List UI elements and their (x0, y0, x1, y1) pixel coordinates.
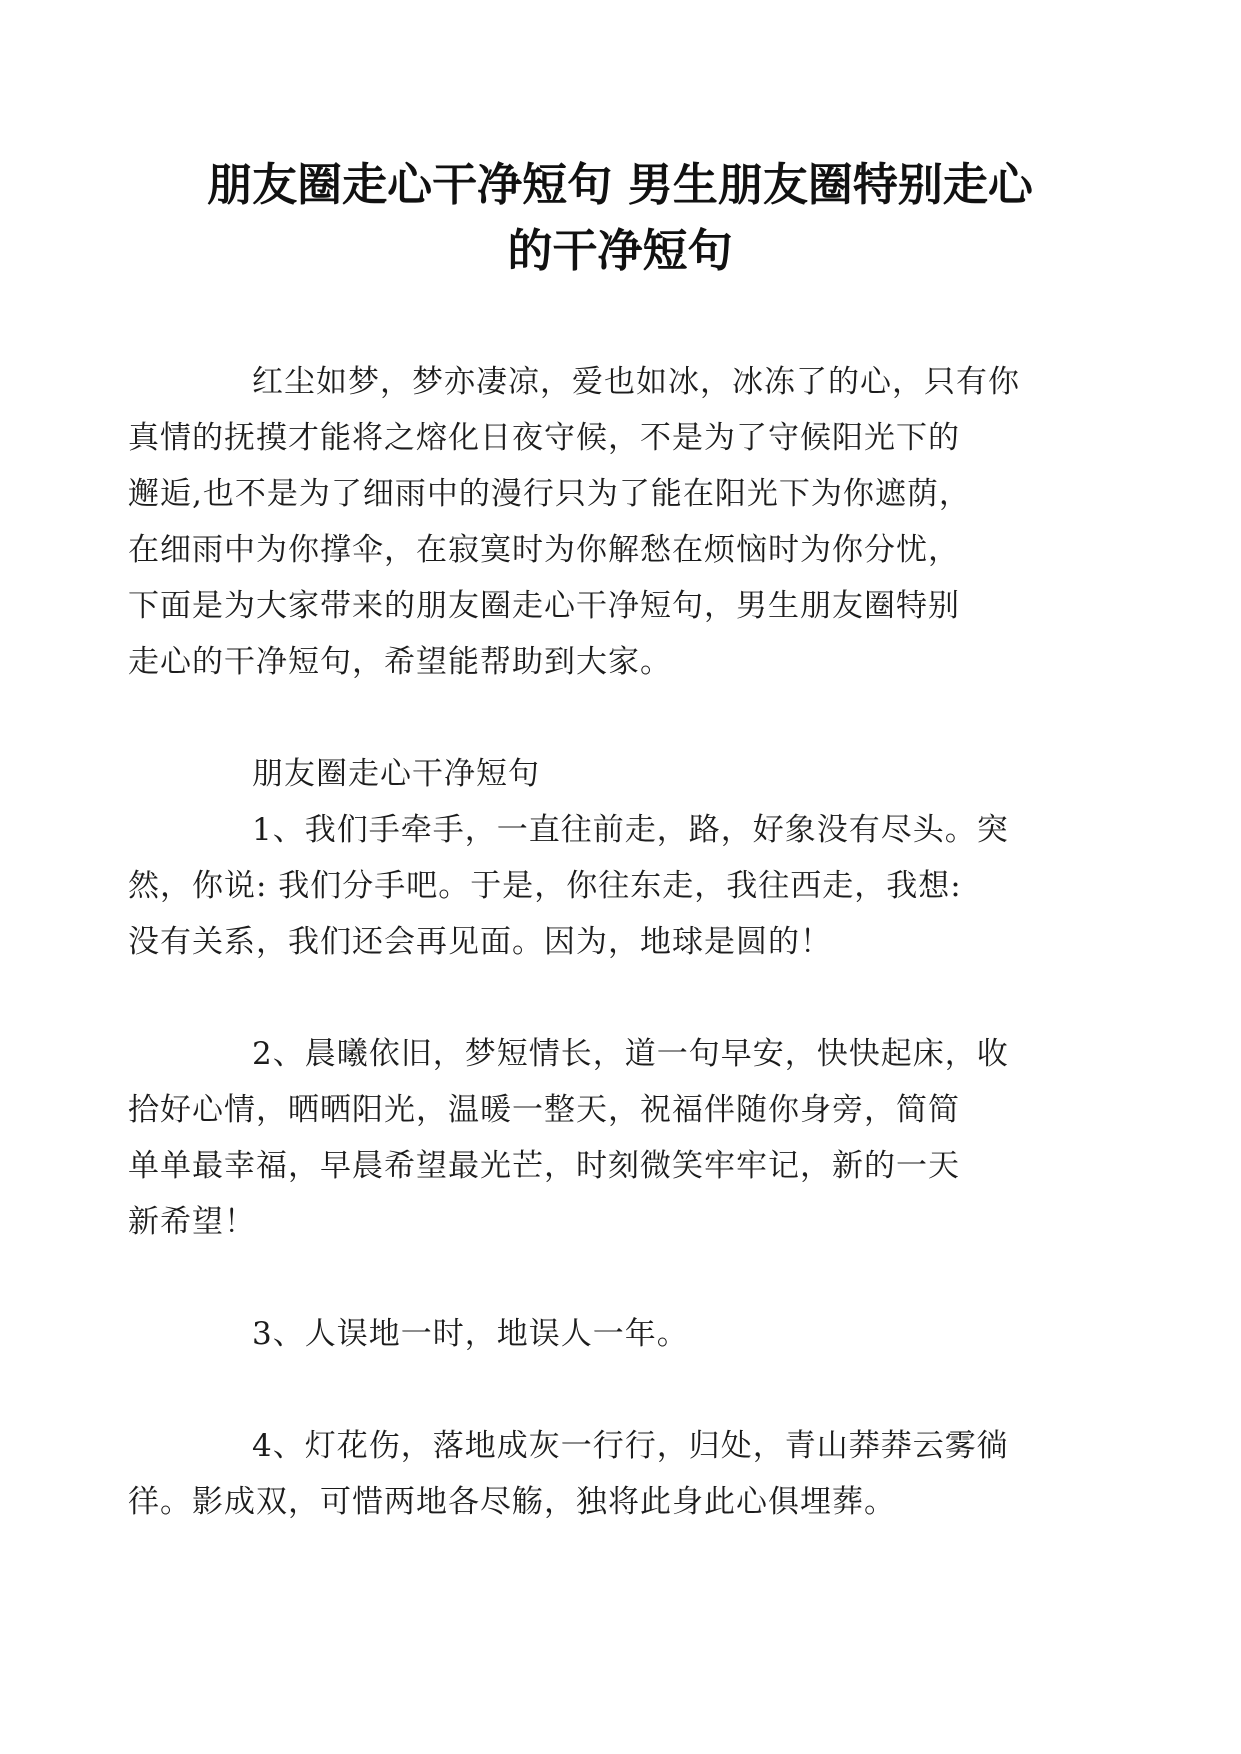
list-item-line: 没有关系，我们还会再见面。因为，地球是圆的！ (128, 924, 832, 960)
intro-line: 邂逅,也不是为了细雨中的漫行只为了能在阳光下为你遮荫， (128, 476, 971, 512)
intro-line: 红尘如梦，梦亦凄凉，爱也如冰，冰冻了的心，只有你 (252, 364, 1020, 400)
list-item-line: 新希望！ (128, 1204, 256, 1240)
list-item (128, 1418, 1050, 1530)
intro-line: 在细雨中为你撑伞，在寂寞时为你解愁在烦恼时为你分忧， (128, 532, 960, 568)
paragraph-spacer (190, 690, 1050, 746)
list-item (128, 1026, 1050, 1250)
title-line-2: 的干净短句 (507, 224, 733, 277)
paragraph-spacer (190, 1362, 1050, 1418)
list-item-line: 3、人误地一时，地误人一年。 (252, 1316, 689, 1352)
intro-paragraph (128, 354, 1050, 690)
document-body (128, 354, 1050, 1530)
paragraph-spacer (190, 1250, 1050, 1306)
list-item-line: 单单最幸福，早晨希望最光芒，时刻微笑牢牢记，新的一天 (128, 1148, 960, 1184)
list-item-line: 然，你说: 我们分手吧。于是，你往东走，我往西走，我想: (128, 868, 962, 904)
intro-line: 真情的抚摸才能将之熔化日夜守候，不是为了守候阳光下的 (128, 420, 960, 456)
section-heading-text: 朋友圈走心干净短句 (252, 756, 540, 792)
list-item-line: 4、灯花伤，落地成灰一行行，归处，青山莽莽云雾徜 (252, 1428, 1009, 1464)
title-line-1: 朋友圈走心干净短句 男生朋友圈特别走心 (207, 158, 1033, 211)
list-item-line: 徉。影成双，可惜两地各尽觞，独将此身此心俱埋葬。 (128, 1484, 896, 1520)
list-item (128, 802, 1050, 970)
section-heading (190, 746, 1050, 802)
list-item-line: 1、我们手牵手，一直往前走，路，好象没有尽头。突 (252, 812, 1009, 848)
intro-line: 走心的干净短句，希望能帮助到大家。 (128, 644, 672, 680)
list-item-line: 2、晨曦依旧，梦短情长，道一句早安，快快起床，收 (252, 1036, 1009, 1072)
document-title (140, 152, 1100, 284)
paragraph-spacer (190, 970, 1050, 1026)
intro-line: 下面是为大家带来的朋友圈走心干净短句，男生朋友圈特别 (128, 588, 960, 624)
list-item (190, 1306, 1050, 1362)
list-item-line: 拾好心情，晒晒阳光，温暖一整天，祝福伴随你身旁，简简 (128, 1092, 960, 1128)
